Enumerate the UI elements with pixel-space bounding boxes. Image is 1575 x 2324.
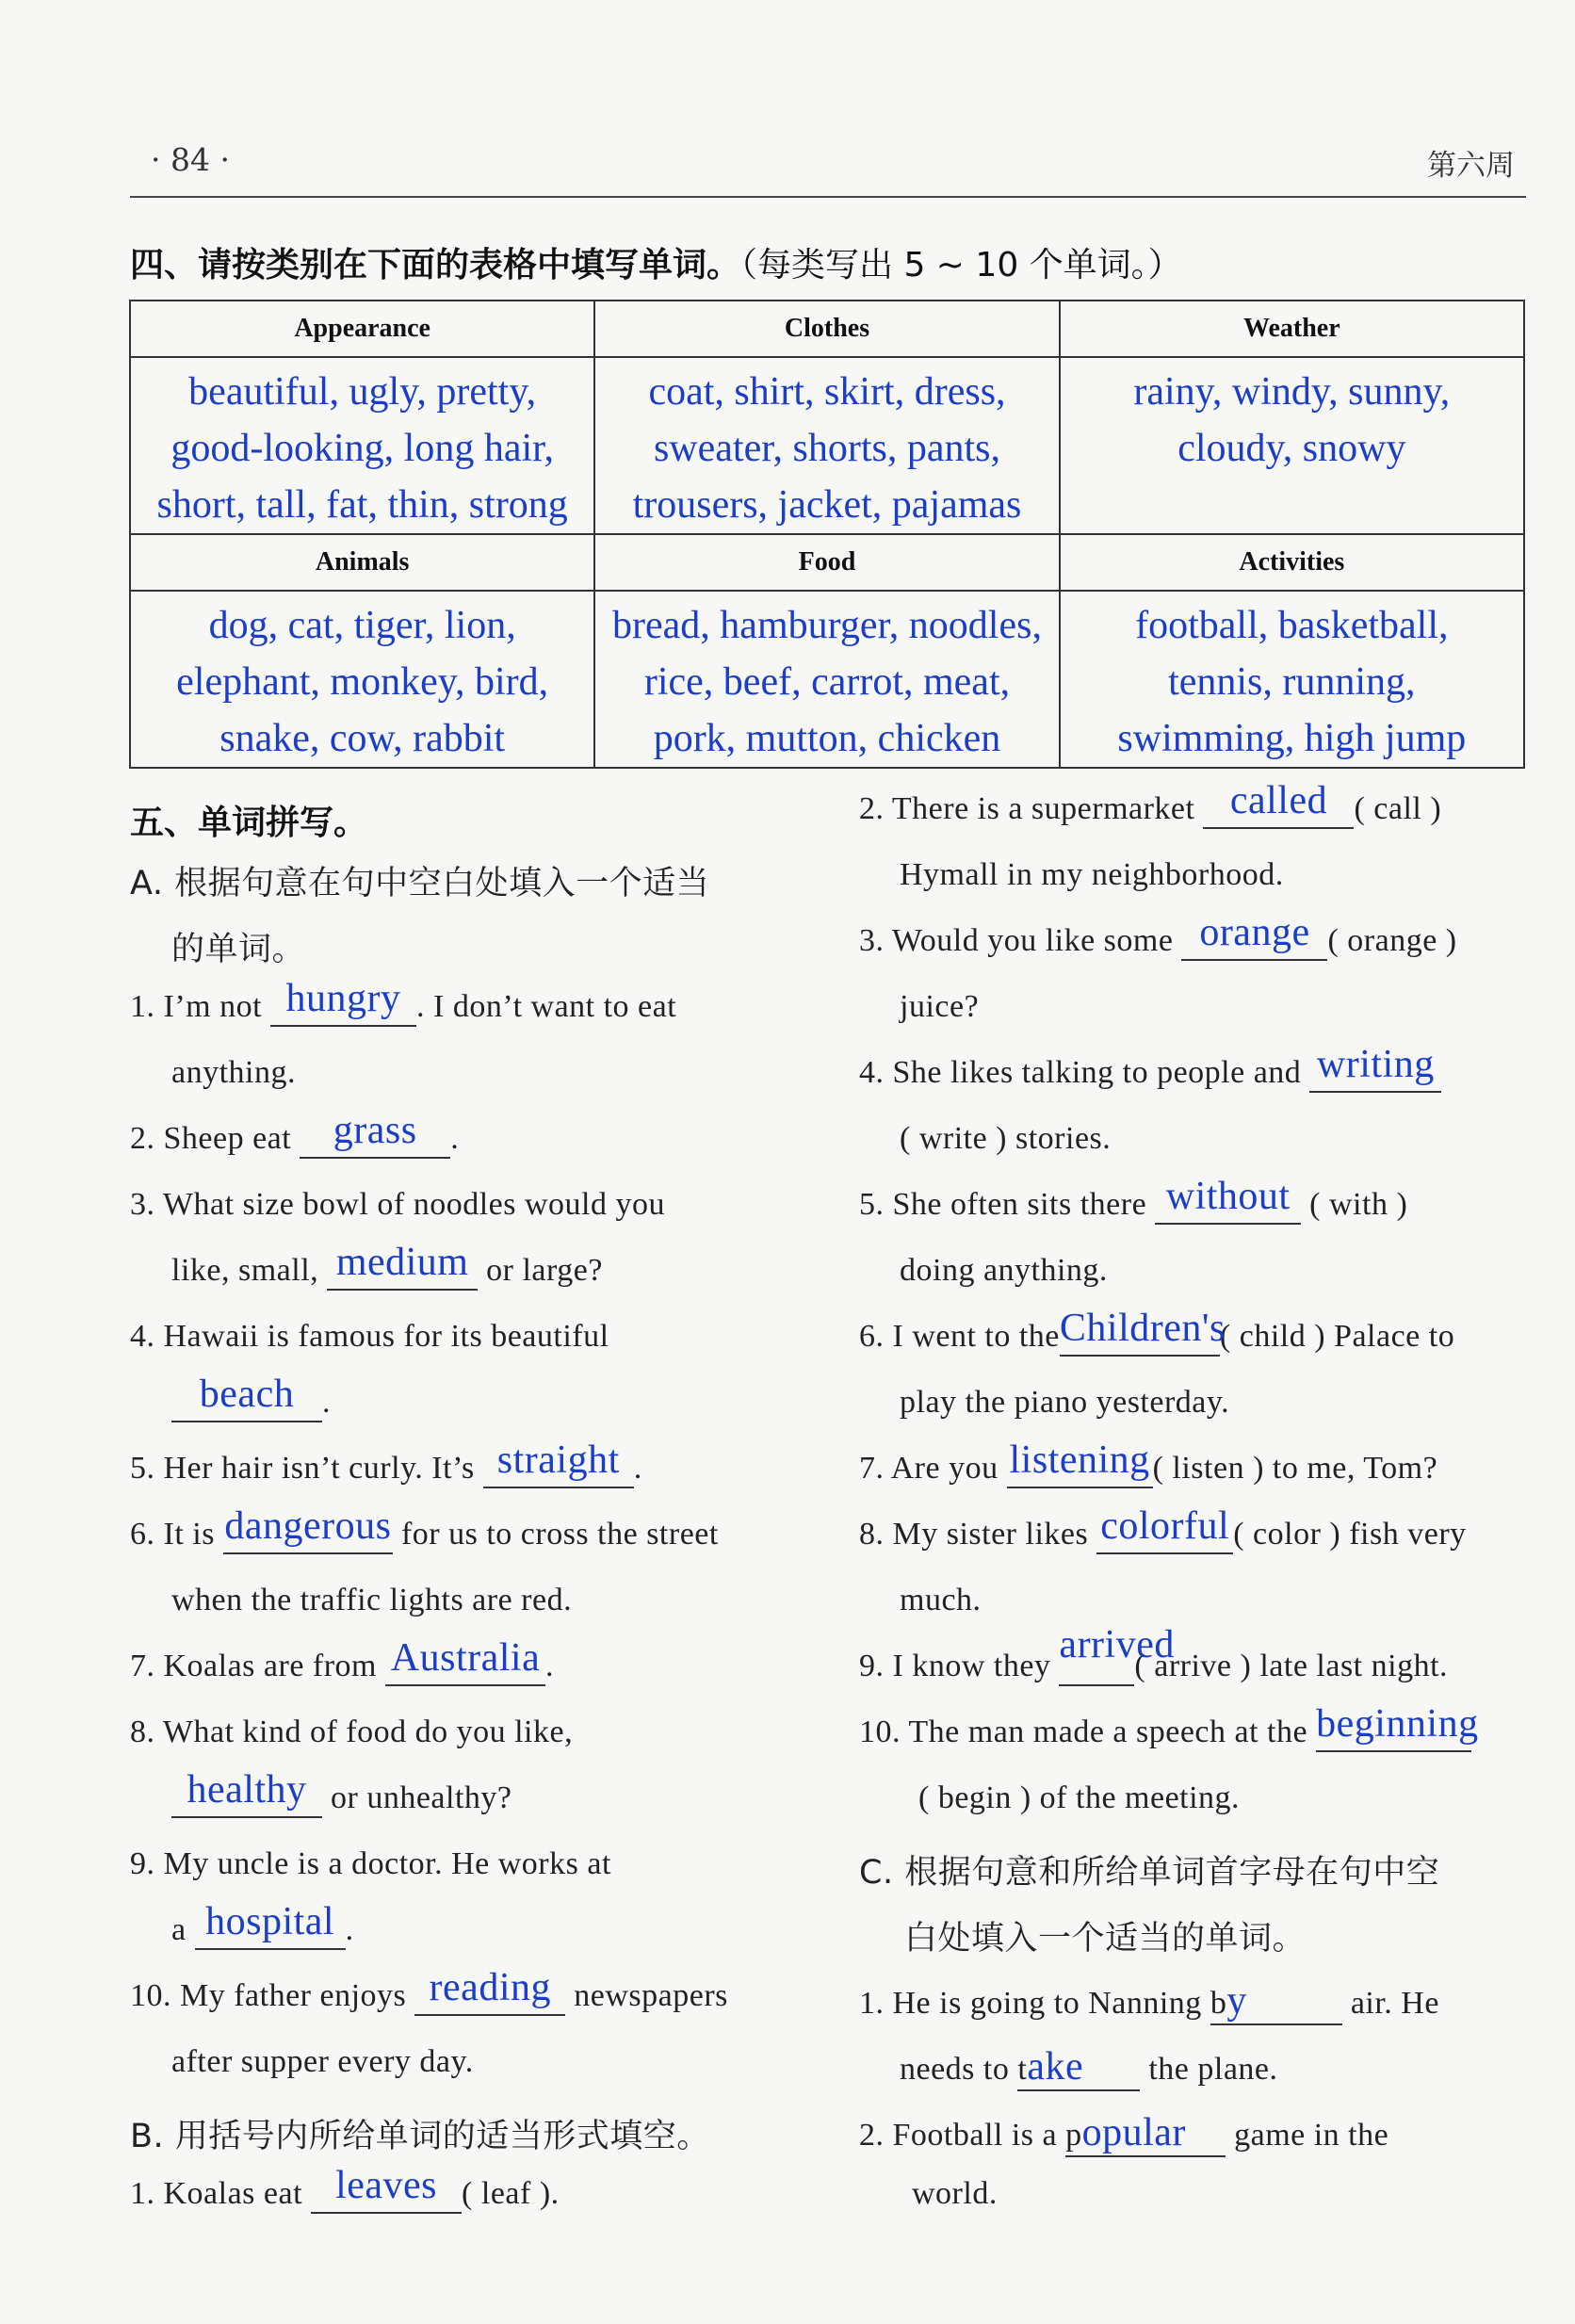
text: a xyxy=(171,1912,187,1947)
section5-heading: 五、单词拼写。 xyxy=(130,804,368,842)
answer-blank[interactable] xyxy=(1181,911,1327,961)
A-question-9-cont xyxy=(171,1900,354,1950)
partC-instruction: C. 根据句意和所给单词首字母在句中空 xyxy=(859,1854,1440,1892)
answer: grass xyxy=(333,1109,417,1152)
answer-line: sweater, shorts, pants, xyxy=(653,427,1001,470)
answer-blank[interactable] xyxy=(1017,2044,1140,2091)
answer-line: football, basketball, xyxy=(1135,604,1449,647)
text: ( orange ) xyxy=(1327,923,1457,958)
text: ( child ) Palace to xyxy=(1219,1319,1455,1354)
answer-line: bread, hamburger, noodles, xyxy=(612,604,1042,647)
text: 6. I went to the xyxy=(859,1319,1060,1354)
answer: reading xyxy=(429,1966,551,2009)
text: for us to cross the street xyxy=(400,1517,719,1552)
header-divider xyxy=(130,196,1526,198)
partA-instruction: A. 根据句意在句中空白处填入一个适当 xyxy=(130,865,710,902)
answer: colorful xyxy=(1100,1504,1230,1548)
text: ( leaf ). xyxy=(462,2176,560,2211)
text: 7. Are you xyxy=(859,1451,999,1486)
answer-line: dog, cat, tiger, lion, xyxy=(208,604,516,647)
A-question-6 xyxy=(130,1504,719,1554)
given-letter: t xyxy=(1017,2052,1028,2087)
answer: healthy xyxy=(187,1768,307,1812)
B-question-6-cont: play the piano yesterday. xyxy=(900,1385,1230,1420)
text: 3. Would you like some xyxy=(859,923,1174,958)
B-question-4-cont: ( write ) stories. xyxy=(900,1121,1112,1156)
B-question-5-cont: doing anything. xyxy=(900,1253,1108,1288)
B-question-3 xyxy=(859,911,1457,961)
answer-blank[interactable] xyxy=(414,1966,565,2016)
partB-instruction: B. 用括号内所给单词的适当形式填空。 xyxy=(130,2118,710,2155)
answer-blank[interactable] xyxy=(171,1373,322,1422)
answer-blank[interactable] xyxy=(1059,1307,1226,1357)
B-question-5 xyxy=(859,1175,1408,1225)
text: 2. Football is a xyxy=(859,2118,1058,2153)
A-question-1 xyxy=(130,977,677,1027)
answer-line: rainy, windy, sunny, xyxy=(1133,370,1451,414)
answer-blank[interactable] xyxy=(311,2164,462,2214)
A-question-1-cont: anything. xyxy=(171,1055,296,1090)
answer: opular xyxy=(1081,2111,1186,2154)
answer: y xyxy=(1226,1979,1247,2023)
cell-weather xyxy=(1060,357,1524,534)
text: or large? xyxy=(486,1253,603,1288)
B-question-7 xyxy=(859,1438,1438,1488)
text: 4. She likes talking to people and xyxy=(859,1055,1302,1090)
C-question-1 xyxy=(859,1978,1439,2025)
text: . xyxy=(545,1649,555,1683)
text: 2. Sheep eat xyxy=(130,1121,292,1156)
answer-line: short, tall, fat, thin, strong xyxy=(156,483,568,527)
answer-blank[interactable] xyxy=(1059,1623,1175,1686)
answer: writing xyxy=(1316,1043,1435,1086)
answer-blank[interactable] xyxy=(1065,2110,1226,2157)
answer: without xyxy=(1165,1175,1291,1218)
cell-animals xyxy=(130,591,594,768)
A-question-8-cont xyxy=(171,1768,512,1818)
text: 1. I’m not xyxy=(130,989,263,1024)
answer: medium xyxy=(335,1241,469,1284)
answer-blank[interactable] xyxy=(1210,1978,1342,2025)
text: ( call ) xyxy=(1354,791,1442,826)
header-weather: Weather xyxy=(1060,301,1524,357)
answer-line: trousers, jacket, pajamas xyxy=(632,483,1022,527)
answer-blank[interactable] xyxy=(1155,1175,1301,1225)
text: 7. Koalas are from xyxy=(130,1649,378,1683)
answer-line: swimming, high jump xyxy=(1117,717,1467,760)
partA-instruction-cont: 的单词。 xyxy=(171,931,306,968)
A-question-9: 9. My uncle is a doctor. He works at xyxy=(130,1846,611,1881)
answer-line: pork, mutton, chicken xyxy=(653,717,1001,760)
section4-title xyxy=(130,238,1182,286)
text: 10. The man made a speech at the xyxy=(859,1715,1308,1749)
answer-blank[interactable] xyxy=(300,1109,450,1159)
answer-blank[interactable] xyxy=(1309,1043,1441,1093)
A-question-2 xyxy=(130,1109,460,1159)
answer-line: tennis, running, xyxy=(1168,660,1416,704)
given-letter: b xyxy=(1210,1986,1227,2021)
B-question-9 xyxy=(859,1623,1449,1686)
section4-note: （每类写出 5 ~ 10 个单词。） xyxy=(740,246,1182,284)
C-question-2-cont: world. xyxy=(912,2176,998,2211)
text: 5. She often sits there xyxy=(859,1187,1147,1222)
text: ( color ) fish very xyxy=(1233,1517,1467,1552)
header-appearance: Appearance xyxy=(130,301,594,357)
text: or unhealthy? xyxy=(331,1780,512,1815)
A-question-4-cont xyxy=(171,1373,331,1422)
text: . xyxy=(345,1912,354,1947)
answer-line: beautiful, ugly, pretty, xyxy=(188,370,537,414)
A-question-7 xyxy=(130,1636,555,1686)
cell-food xyxy=(594,591,1059,768)
A-question-10-cont: after supper every day. xyxy=(171,2044,474,2079)
B-question-6 xyxy=(859,1307,1455,1357)
A-question-3: 3. What size bowl of noodles would you xyxy=(130,1187,665,1222)
answer: Children's xyxy=(1059,1307,1226,1350)
answer-blank[interactable] xyxy=(1203,779,1354,829)
text: . I don’t want to eat xyxy=(416,989,677,1024)
answer-line: coat, shirt, skirt, dress, xyxy=(648,370,1006,414)
text: 5. Her hair isn’t curly. It’s xyxy=(130,1451,475,1486)
text: like, small, xyxy=(171,1253,319,1288)
header-clothes: Clothes xyxy=(594,301,1059,357)
cell-appearance xyxy=(130,357,594,534)
answer: hospital xyxy=(205,1900,335,1943)
answer-line: rice, beef, carrot, meat, xyxy=(643,660,1011,704)
section4-heading: 四、请按类别在下面的表格中填写单词。 xyxy=(130,246,741,284)
answer-blank[interactable] xyxy=(171,1768,322,1818)
answer: beginning xyxy=(1316,1702,1479,1746)
answer: Australia xyxy=(390,1636,541,1680)
text: newspapers xyxy=(574,1978,728,2013)
answer-blank[interactable] xyxy=(327,1241,478,1291)
text: ( with ) xyxy=(1309,1187,1408,1222)
C-question-2 xyxy=(859,2110,1388,2157)
answer: leaves xyxy=(335,2164,438,2207)
text: needs to xyxy=(900,2052,1010,2087)
answer-blank[interactable] xyxy=(223,1504,393,1554)
section5-title xyxy=(130,796,367,844)
header-animals: Animals xyxy=(130,534,594,591)
answer: ake xyxy=(1027,2045,1084,2088)
text: 10. My father enjoys xyxy=(130,1978,407,2013)
week-label: 第六周 xyxy=(1427,149,1515,183)
answer-blank[interactable] xyxy=(195,1900,346,1950)
text: 6. It is xyxy=(130,1517,215,1552)
answer-blank[interactable] xyxy=(385,1636,545,1686)
A-question-5 xyxy=(130,1438,642,1488)
answer: straight xyxy=(496,1438,620,1482)
text: . xyxy=(322,1385,331,1420)
answer: hungry xyxy=(285,977,401,1020)
text: game in the xyxy=(1234,2118,1389,2153)
header-activities: Activities xyxy=(1060,534,1524,591)
B-question-4 xyxy=(859,1043,1441,1093)
text: . xyxy=(450,1121,460,1156)
answer: dangerous xyxy=(224,1504,392,1548)
text: 9. I know they xyxy=(859,1649,1051,1683)
answer-blank[interactable] xyxy=(483,1438,634,1488)
text: . xyxy=(633,1451,642,1486)
A-question-10 xyxy=(130,1966,728,2016)
B-question-2-cont: Hymall in my neighborhood. xyxy=(900,857,1284,892)
answer-line: elephant, monkey, bird, xyxy=(176,660,549,704)
answer: beach xyxy=(199,1373,295,1416)
text: 1. Koalas eat xyxy=(130,2176,303,2211)
header-food: Food xyxy=(594,534,1059,591)
answer-line: snake, cow, rabbit xyxy=(219,717,506,760)
answer: orange xyxy=(1199,911,1310,954)
A-question-3-cont xyxy=(171,1241,603,1291)
given-letter: p xyxy=(1065,2118,1082,2153)
B-question-2 xyxy=(859,779,1442,829)
text: 8. My sister likes xyxy=(859,1517,1089,1552)
B-question-8 xyxy=(859,1504,1467,1554)
text: ( arrive ) late last night. xyxy=(1134,1649,1449,1683)
text: air. He xyxy=(1350,1986,1439,2021)
A-question-6-cont: when the traffic lights are red. xyxy=(171,1583,573,1617)
B-question-10-cont: ( begin ) of the meeting. xyxy=(918,1780,1241,1815)
answer-line: good-looking, long hair, xyxy=(170,427,554,470)
B-question-10 xyxy=(859,1702,1479,1752)
B-question-8-cont: much. xyxy=(900,1583,982,1617)
text: 1. He is going to Nanning xyxy=(859,1986,1202,2021)
cell-clothes xyxy=(594,357,1059,534)
answer-blank[interactable] xyxy=(1007,1438,1153,1488)
B-question-3-cont: juice? xyxy=(900,989,980,1024)
A-question-4: 4. Hawaii is famous for its beautiful xyxy=(130,1319,609,1354)
answer-blank[interactable] xyxy=(1316,1702,1479,1752)
page-number: · 84 · xyxy=(151,141,230,178)
A-question-8: 8. What kind of food do you like, xyxy=(130,1715,574,1749)
B-question-1 xyxy=(130,2164,560,2214)
cell-activities xyxy=(1060,591,1524,768)
answer-blank[interactable] xyxy=(1096,1504,1233,1554)
text: ( listen ) to me, Tom? xyxy=(1152,1451,1438,1486)
answer: arrived xyxy=(1059,1623,1175,1666)
text: the plane. xyxy=(1148,2052,1278,2087)
text: 2. There is a supermarket xyxy=(859,791,1195,826)
answer-line: cloudy, snowy xyxy=(1177,427,1406,470)
answer: called xyxy=(1229,779,1328,822)
answer-blank[interactable] xyxy=(270,977,416,1027)
partC-instruction-cont: 白处填入一个适当的单词。 xyxy=(904,1920,1307,1958)
C-question-1-cont xyxy=(900,2044,1278,2091)
answer: listening xyxy=(1009,1438,1150,1482)
category-table xyxy=(129,300,1525,769)
